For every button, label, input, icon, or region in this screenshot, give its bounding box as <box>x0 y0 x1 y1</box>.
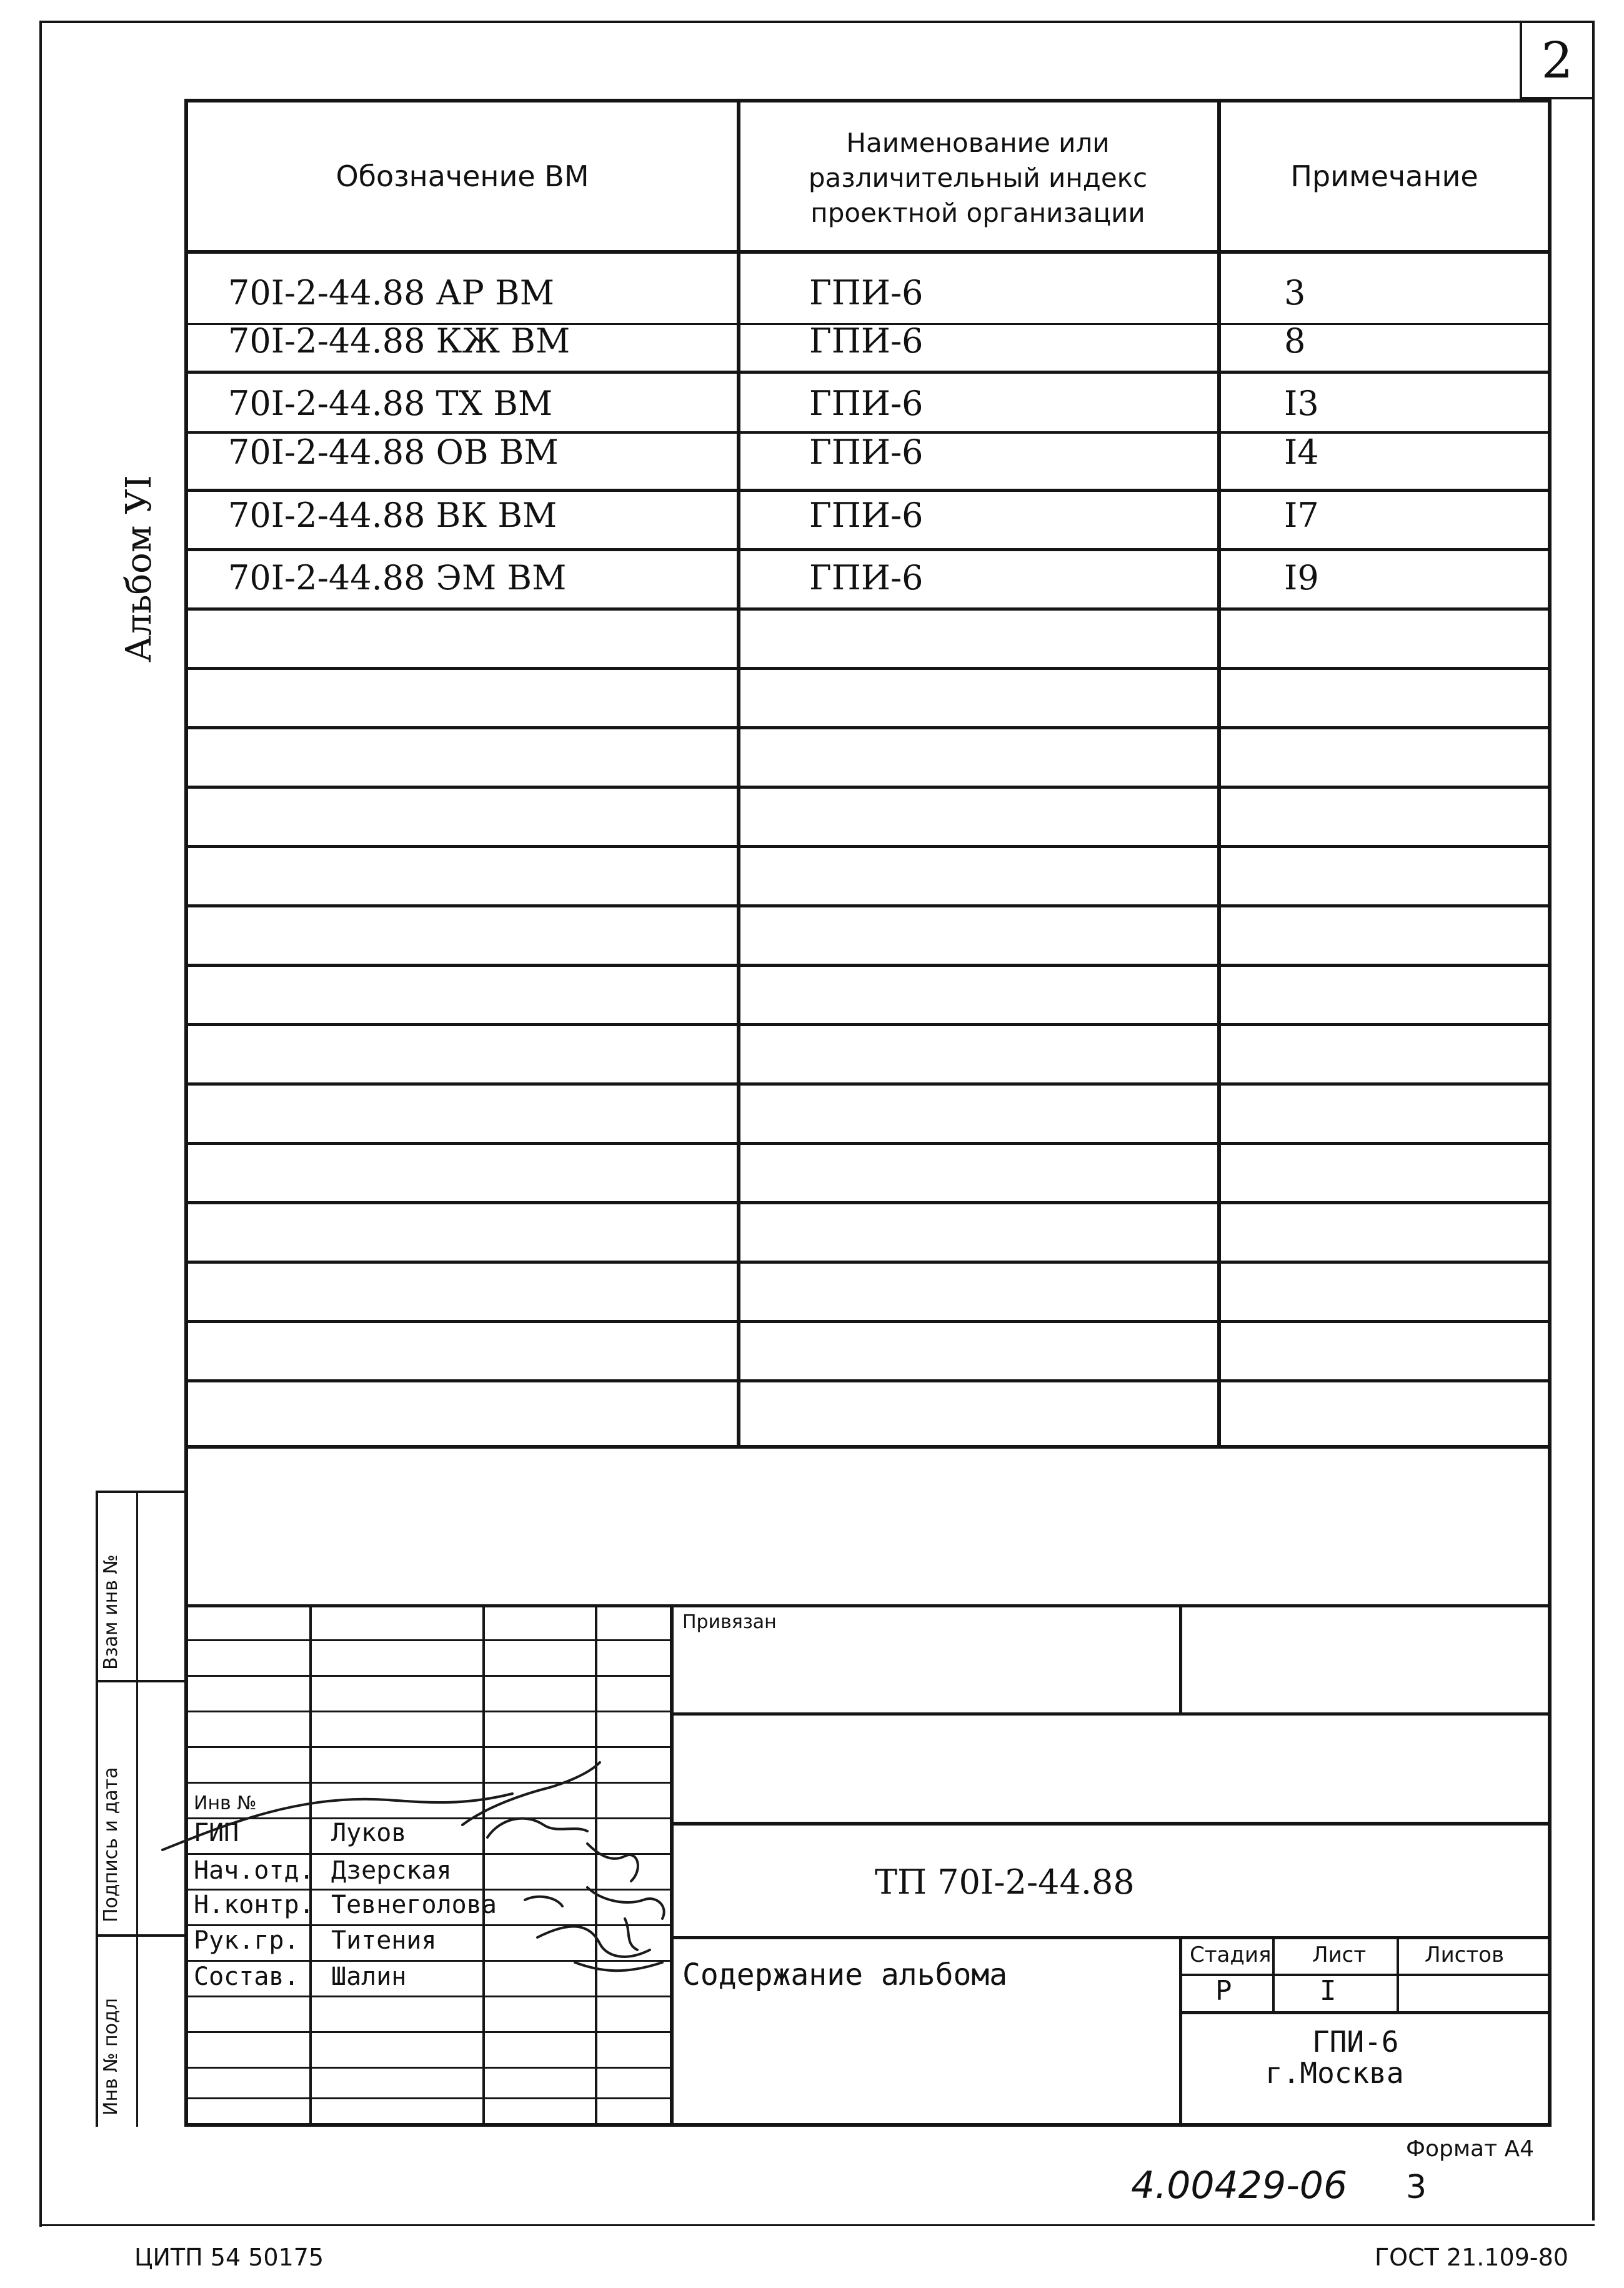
stage-label: Стадия <box>1190 1942 1272 1967</box>
row-note: 8 <box>1284 321 1306 361</box>
archive-number: 4.00429-06 <box>1131 2164 1348 2207</box>
role-gip: ГИП <box>194 1819 239 1847</box>
header-organization: Наименование или различительный индекс проектной организации <box>808 127 1148 228</box>
org-name: ГПИ-6 <box>1312 2025 1399 2059</box>
sheet-value: I <box>1320 1975 1337 2007</box>
row-designation: 70I-2-44.88 АР ВМ <box>228 273 555 312</box>
name-nach-otd: Дзерская <box>331 1856 452 1885</box>
row-designation: 70I-2-44.88 КЖ ВМ <box>228 321 570 361</box>
row-designation: 70I-2-44.88 ЭМ ВМ <box>228 558 567 597</box>
podpis-data-label: Подпись и дата <box>100 1767 122 1922</box>
privyazan-label: Привязан <box>682 1611 777 1633</box>
name-gip: Луков <box>331 1819 407 1847</box>
row-note: I9 <box>1284 558 1319 597</box>
row-organization: ГПИ-6 <box>809 558 924 597</box>
vzam-inv-label: Взам инв № <box>100 1554 122 1670</box>
role-n-kontr: Н.контр. <box>194 1891 314 1919</box>
format-label: Формат А4 <box>1406 2136 1535 2162</box>
stage-value: Р <box>1215 1975 1232 2007</box>
row-organization: ГПИ-6 <box>809 384 924 423</box>
row-note: I7 <box>1284 496 1319 535</box>
printer-code: ЦИТП 54 50175 <box>134 2244 324 2271</box>
signatures-icon <box>150 1756 687 2006</box>
inv-no-label: Инв № <box>194 1792 257 1814</box>
role-sostav: Состав. <box>194 1962 299 1991</box>
name-n-kontr: Тевнеголова <box>331 1891 497 1919</box>
inv-podl-label: Инв № подл <box>100 1998 122 2116</box>
row-note: I4 <box>1284 432 1319 472</box>
header-note: Примечание <box>1290 159 1478 193</box>
row-designation: 70I-2-44.88 ВК ВМ <box>228 496 557 535</box>
page-number: 3 <box>1406 2169 1427 2206</box>
gost-label: ГОСТ 21.109-80 <box>1375 2244 1568 2271</box>
name-sostav: Шалин <box>331 1962 407 1991</box>
org-city: г.Москва <box>1265 2056 1404 2090</box>
album-label: Альбом УI <box>119 475 159 662</box>
row-organization: ГПИ-6 <box>809 273 924 312</box>
row-organization: ГПИ-6 <box>809 432 924 472</box>
sheet-number: 2 <box>1541 31 1573 89</box>
row-organization: ГПИ-6 <box>809 321 924 361</box>
project-code: ТП 70I-2-44.88 <box>875 1862 1135 1902</box>
role-ruk-gr: Рук.гр. <box>194 1926 299 1955</box>
name-ruk-gr: Титения <box>331 1926 437 1955</box>
sheets-label: Листов <box>1425 1942 1505 1967</box>
row-note: I3 <box>1284 384 1319 423</box>
row-organization: ГПИ-6 <box>809 496 924 535</box>
row-designation: 70I-2-44.88 ОВ ВМ <box>228 432 559 472</box>
row-note: 3 <box>1284 273 1306 312</box>
role-nach-otd: Нач.отд. <box>194 1856 314 1885</box>
sheet-label: Лист <box>1312 1942 1367 1967</box>
row-designation: 70I-2-44.88 ТХ ВМ <box>228 384 553 423</box>
header-designation: Обозначение ВМ <box>336 159 589 193</box>
doc-title: Содержание альбома <box>682 1957 1008 1992</box>
